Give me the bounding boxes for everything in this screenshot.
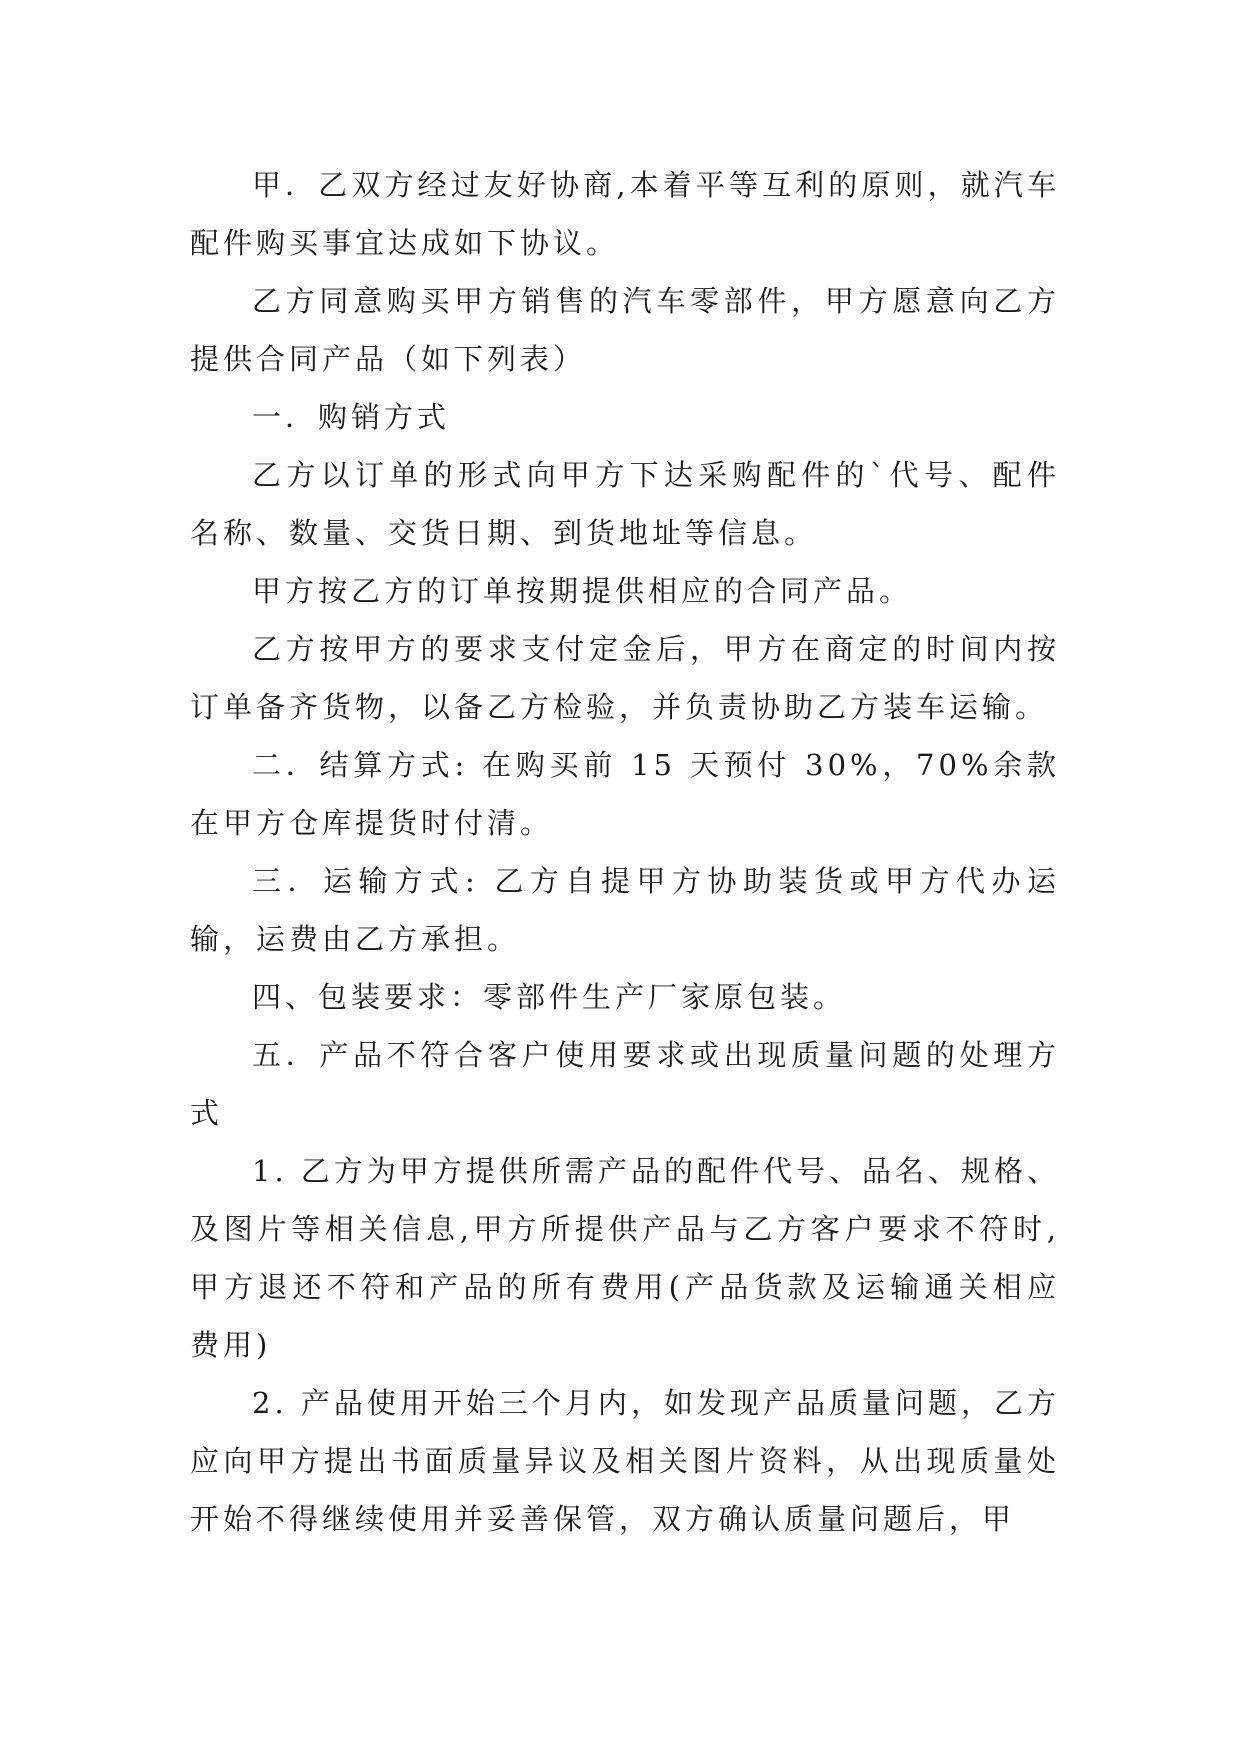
section-heading-purchase-method: 一．购销方式 xyxy=(252,400,451,434)
section-settlement-method: 二．结算方式: 在购买前 15 天预付 30%，70%余款在甲方仓库提货时付清。 xyxy=(190,748,1060,840)
paragraph-deposit-delivery: 乙方按甲方的要求支付定金后，甲方在商定的时间内按订单备齐货物，以备乙方检验，并负责协助乙方装车运输。 xyxy=(190,632,1060,724)
document-page xyxy=(190,156,1060,1548)
paragraph-intro: 甲．乙双方经过友好协商,本着平等互利的原则，就汽车配件购买事宜达成如下协议。 xyxy=(190,168,1060,260)
paragraph-supply-on-schedule: 甲方按乙方的订单按期提供相应的合同产品。 xyxy=(252,574,913,608)
paragraph-order-form: 乙方以订单的形式向甲方下达采购配件的`代号、配件名称、数量、交货日期、到货地址等信息。 xyxy=(190,458,1060,550)
clause-2-quality-issues: 2. 产品使用开始三个月内，如发现产品质量问题，乙方应向甲方提出书面质量异议及相关图片资料，从出现质量处开始不得继续使用并妥善保管，双方确认质量问题后，甲 xyxy=(190,1386,1060,1536)
section-transport-method: 三．运输方式: 乙方自提甲方协助装货或甲方代办运输，运费由乙方承担。 xyxy=(190,864,1060,956)
paragraph-agreement: 乙方同意购买甲方销售的汽车零部件，甲方愿意向乙方提供合同产品（如下列表） xyxy=(190,284,1060,376)
section-quality-handling: 五．产品不符合客户使用要求或出现质量问题的处理方式 xyxy=(190,1038,1060,1130)
section-packaging-requirements: 四、包装要求：零部件生产厂家原包装。 xyxy=(252,980,847,1014)
clause-1-nonconforming-products: 1. 乙方为甲方提供所需产品的配件代号、品名、规格、及图片等相关信息,甲方所提供产品与乙方客户要求不符时,甲方退还不符和产品的所有费用(产品货款及运输通关相应费用) xyxy=(190,1154,1060,1362)
